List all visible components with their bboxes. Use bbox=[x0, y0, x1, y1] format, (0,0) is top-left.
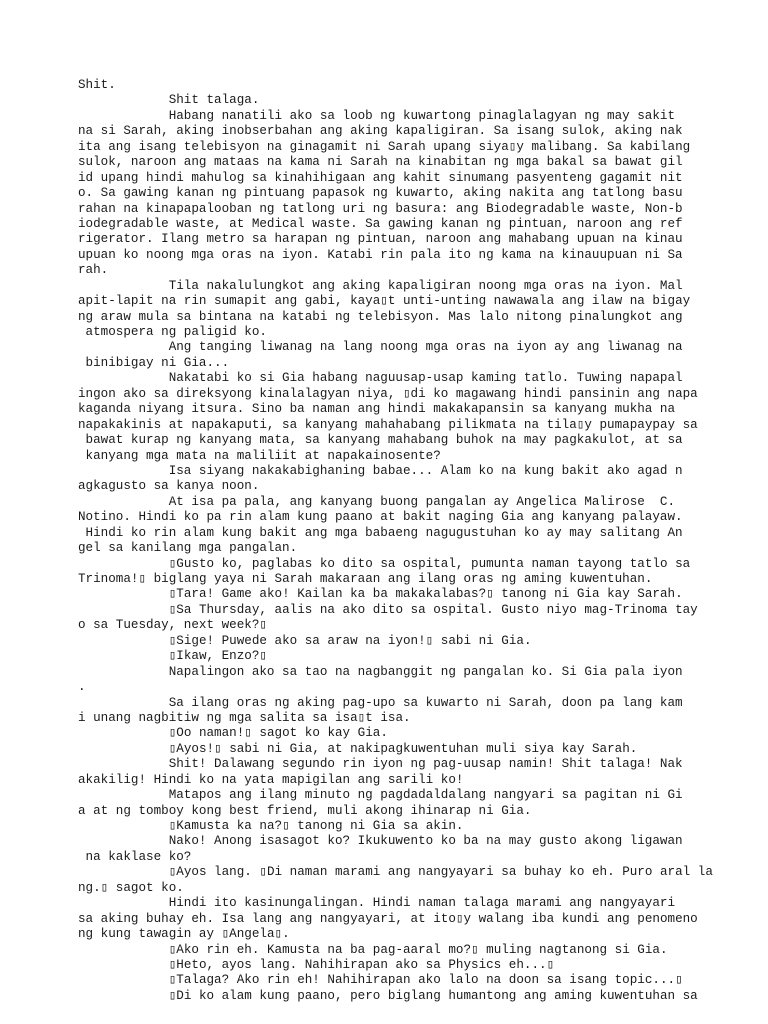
text-line: Habang nanatili ako sa loob ng kuwartong pinaglalagyan ng may sakit bbox=[78, 108, 676, 123]
text-line: ▯Heto, ayos lang. Nahihirapan ako sa Physics eh...▯ bbox=[78, 957, 555, 972]
text-line: Napalingon ako sa tao na nagbanggit ng pangalan ko. Si Gia pala iyon bbox=[78, 664, 683, 679]
text-line: ▯Gusto ko, paglabas ko dito sa ospital, pumunta naman tayong tatlo sa bbox=[78, 556, 691, 571]
text-line: binibigay ni Gia... bbox=[78, 355, 230, 370]
text-line: ▯Talaga? Ako rin eh! Nahihirapan ako lalo na doon sa isang topic...▯ bbox=[78, 973, 683, 988]
text-line: ng araw mula sa bintana na katabi ng telebisyon. Mas lalo nitong pinalungkot ang bbox=[78, 309, 683, 324]
text-line: bawat kurap ng kanyang mata, sa kanyang mahabang buhok na may pagkakulot, at sa bbox=[78, 433, 683, 448]
text-line: sa aking buhay eh. Isa lang ang nangyayari, at ito▯y walang iba kundi ang penomeno bbox=[78, 911, 698, 926]
text-line: Hindi ko rin alam kung bakit ang mga babaeng nagugustuhan ko ay may salitang An bbox=[78, 525, 683, 540]
text-line: Shit. bbox=[78, 78, 116, 92]
text-line: apit-lapit na rin sumapit ang gabi, kaya▯t unti-unting nawawala ang ilaw na bigay bbox=[78, 294, 691, 309]
text-line: Tila nakalulungkot ang aking kapaligiran noong mga oras na iyon. Mal bbox=[78, 278, 683, 293]
text-line: ▯Di ko alam kung paano, pero biglang humantong ang aming kuwentuhan sa bbox=[78, 988, 698, 1003]
text-line: akakilig! Hindi ko na yata mapigilan ang sarili ko! bbox=[78, 772, 464, 787]
text-line: ng.▯ sagot ko. bbox=[78, 880, 184, 895]
text-line: napakakinis at napakaputi, sa kanyang mahahabang pilikmata na tila▯y pumapaypay sa bbox=[78, 417, 698, 432]
text-line: ▯Kamusta ka na?▯ tanong ni Gia sa akin. bbox=[78, 819, 464, 833]
text-line: ▯Ako rin eh. Kamusta na ba pag-aaral mo?▯ muling nagtanong si Gia. bbox=[78, 942, 668, 957]
text-line: a at ng tomboy kong best friend, muli akong ihinarap ni Gia. bbox=[78, 803, 532, 818]
text-line: At isa pa pala, ang kanyang buong pangalan ay Angelica Malirose C. bbox=[78, 494, 676, 509]
document-body bbox=[78, 78, 738, 1004]
text-line: ita ang isang telebisyon na ginagamit ni Sarah upang siya▯y malibang. Sa kabilang bbox=[78, 139, 691, 154]
text-line: ▯Sige! Puwede ako sa araw na iyon!▯ sabi ni Gia. bbox=[78, 633, 532, 648]
text-line: Nakatabi ko si Gia habang naguusap-usap kaming tatlo. Tuwing napapal bbox=[78, 371, 683, 386]
text-line: sulok, naroon ang mataas na kama ni Sarah na kinabitan ng mga bakal sa bawat gil bbox=[78, 155, 683, 170]
text-line: ng kung tawagin ay ▯Angela▯. bbox=[78, 927, 290, 942]
text-line: iodegradable waste, at Medical waste. Sa gawing kanan ng pintuan, naroon ang ref bbox=[78, 216, 683, 231]
text-line: ▯Ayos!▯ sabi ni Gia, at nakipagkuwentuhan muli siya kay Sarah. bbox=[78, 741, 638, 756]
text-line: id upang hindi mahulog sa kinahihigaan ang kahit sinumang pasyenteng gagamit nit bbox=[78, 170, 683, 185]
text-line: rigerator. Ilang metro sa harapan ng pintuan, naroon ang mahabang upuan na kinau bbox=[78, 232, 683, 247]
text-line: ▯Ikaw, Enzo?▯ bbox=[78, 649, 267, 664]
text-line: gel sa kanilang mga pangalan. bbox=[78, 541, 298, 556]
text-line: na si Sarah, aking inobserbahan ang aking kapaligiran. Sa isang sulok, aking nak bbox=[78, 124, 683, 139]
text-line: Matapos ang ilang minuto ng pagdadaldalang nangyari sa pagitan ni Gi bbox=[78, 788, 683, 803]
text-line: kanyang mga mata na maliliit at napakainosente? bbox=[78, 448, 441, 463]
text-line: . bbox=[78, 680, 86, 695]
text-line: Hindi ito kasinungalingan. Hindi naman talaga marami ang nangyayari bbox=[78, 896, 676, 911]
text-line: Isa siyang nakakabighaning babae... Alam ko na kung bakit ako agad n bbox=[78, 463, 683, 478]
text-line: Sa ilang oras ng aking pag-upo sa kuwarto ni Sarah, doon pa lang kam bbox=[78, 695, 683, 710]
text-line: agkagusto sa kanya noon. bbox=[78, 479, 260, 494]
text-line: Shit talaga. bbox=[78, 93, 260, 108]
text-line: Ang tanging liwanag na lang noong mga oras na iyon ay ang liwanag na bbox=[78, 340, 683, 355]
text-line: ▯Tara! Game ako! Kailan ka ba makakalabas?▯ tanong ni Gia kay Sarah. bbox=[78, 587, 683, 602]
text-line: kaganda niyang itsura. Sino ba naman ang hindi makakapansin sa kanyang mukha na bbox=[78, 402, 676, 417]
text-line: ingon ako sa direksyong kinalalagyan niya, ▯di ko magawang hindi pansinin ang napa bbox=[78, 386, 698, 401]
text-line: ▯Ayos lang. ▯Di naman marami ang nangyayari sa buhay ko eh. Puro aral la bbox=[78, 865, 713, 880]
text-line: Shit! Dalawang segundo rin iyon ng pag-uusap namin! Shit talaga! Nak bbox=[78, 757, 683, 772]
text-line: Trinoma!▯ biglang yaya ni Sarah makaraan ang ilang oras ng aming kuwentuhan. bbox=[78, 572, 653, 586]
text-line: atmospera ng paligid ko. bbox=[78, 325, 267, 339]
text-line: o. Sa gawing kanan ng pintuang papasok ng kuwarto, aking nakita ang tatlong basu bbox=[78, 186, 683, 201]
text-line: Nako! Anong isasagot ko? Ikukuwento ko ba na may gusto akong ligawan bbox=[78, 834, 683, 849]
text-line: rahan na kinapapalooban ng tatlong uri ng basura: ang Biodegradable waste, Non-b bbox=[78, 201, 683, 216]
text-line: ▯Sa Thursday, aalis na ako dito sa ospital. Gusto niyo mag-Trinoma tay bbox=[78, 602, 698, 617]
text-line: rah. bbox=[78, 263, 109, 278]
text-line: na kaklase ko? bbox=[78, 849, 192, 864]
text-line: i unang nagbitiw ng mga salita sa isa▯t isa. bbox=[78, 710, 411, 725]
text-line: Notino. Hindi ko pa rin alam kung paano at bakit naging Gia ang kanyang palayaw. bbox=[78, 510, 683, 525]
text-line: upuan ko noong mga oras na iyon. Katabi rin pala ito ng kama na kinauupuan ni Sa bbox=[78, 247, 683, 262]
text-line: o sa Tuesday, next week?▯ bbox=[78, 618, 267, 633]
text-line: ▯Oo naman!▯ sagot ko kay Gia. bbox=[78, 726, 388, 741]
